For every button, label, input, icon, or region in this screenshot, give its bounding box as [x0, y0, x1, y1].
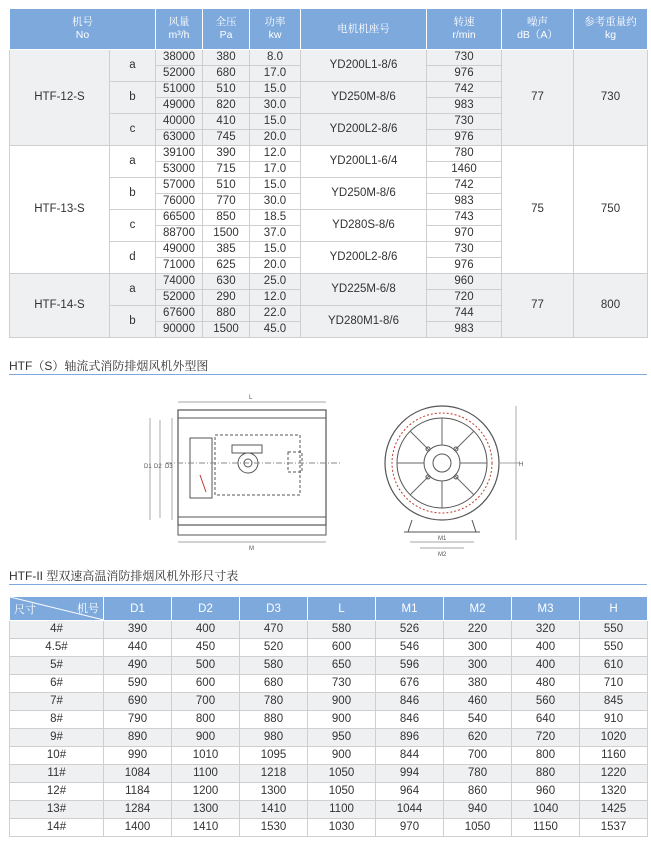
dim-value-cell: 550 — [580, 639, 648, 657]
dim-value-cell: 490 — [104, 657, 172, 675]
weight-cell: 750 — [574, 146, 648, 274]
dim-value-cell: 800 — [172, 711, 240, 729]
flow-cell: 49000 — [156, 242, 203, 258]
dim-value-cell: 846 — [376, 693, 444, 711]
dim-value-cell: 1150 — [512, 819, 580, 837]
flow-cell: 67600 — [156, 306, 203, 322]
pressure-cell: 510 — [203, 82, 250, 98]
motor-cell: YD200L1-8/6 — [301, 50, 427, 82]
group-htf-13 — [10, 146, 648, 274]
dim-value-cell: 860 — [444, 783, 512, 801]
noise-cell: 77 — [502, 274, 574, 338]
dim-value-cell: 1010 — [172, 747, 240, 765]
power-cell: 45.0 — [250, 322, 301, 338]
dim-value-cell: 790 — [104, 711, 172, 729]
dim-value-cell: 1530 — [240, 819, 308, 837]
dim-value-cell: 846 — [376, 711, 444, 729]
dim-value-cell: 590 — [104, 675, 172, 693]
dim-value-cell: 1410 — [240, 801, 308, 819]
dim-value-cell: 845 — [580, 693, 648, 711]
dim-value-cell: 400 — [512, 657, 580, 675]
dim-label-h: H — [519, 462, 524, 468]
power-cell: 20.0 — [250, 130, 301, 146]
pressure-cell: 380 — [203, 50, 250, 66]
flow-cell: 90000 — [156, 322, 203, 338]
dim-value-cell: 1044 — [376, 801, 444, 819]
dim-value-cell: 1220 — [580, 765, 648, 783]
model-no-cell: 14# — [10, 819, 104, 837]
speed-cell: 1460 — [427, 162, 502, 178]
pressure-cell: 715 — [203, 162, 250, 178]
dim-value-cell: 900 — [308, 747, 376, 765]
dim-value-cell: 580 — [308, 621, 376, 639]
model-no-cell: 4.5# — [10, 639, 104, 657]
pressure-cell: 880 — [203, 306, 250, 322]
dim-value-cell: 950 — [308, 729, 376, 747]
table-row — [10, 274, 648, 290]
dim-value-cell: 1425 — [580, 801, 648, 819]
dim-value-cell: 1300 — [240, 783, 308, 801]
pressure-cell: 625 — [203, 258, 250, 274]
dim-value-cell: 640 — [512, 711, 580, 729]
power-cell: 17.0 — [250, 66, 301, 82]
dim-value-cell: 1218 — [240, 765, 308, 783]
model-no-cell: 5# — [10, 657, 104, 675]
flow-cell: 51000 — [156, 82, 203, 98]
dim-value-cell: 400 — [512, 639, 580, 657]
motor-cell: YD200L1-6/4 — [301, 146, 427, 178]
dim-label-d1: D1 — [144, 464, 152, 470]
flow-cell: 40000 — [156, 114, 203, 130]
model-no-cell: 7# — [10, 693, 104, 711]
power-cell: 25.0 — [250, 274, 301, 290]
table-row — [10, 783, 648, 801]
model-no-cell: 11# — [10, 765, 104, 783]
motor-cell: YD225M-6/8 — [301, 274, 427, 306]
dim-value-cell: 300 — [444, 639, 512, 657]
speed-cell: 742 — [427, 82, 502, 98]
dim-value-cell: 900 — [308, 693, 376, 711]
variant-cell: a — [110, 274, 156, 306]
pressure-cell: 510 — [203, 178, 250, 194]
dim-label-m1: M1 — [438, 536, 447, 542]
header-speed: 转速 r/min — [427, 9, 502, 50]
pressure-cell: 1500 — [203, 226, 250, 242]
dim-value-cell: 1050 — [308, 765, 376, 783]
dim-value-cell: 1400 — [104, 819, 172, 837]
flow-cell: 71000 — [156, 258, 203, 274]
dim-value-cell: 480 — [512, 675, 580, 693]
model-cell: HTF-12-S — [10, 50, 110, 146]
dim-value-cell: 700 — [172, 693, 240, 711]
variant-cell: c — [110, 114, 156, 146]
dim-label-m2: M2 — [438, 552, 447, 558]
dim-value-cell: 1160 — [580, 747, 648, 765]
group-htf-14 — [10, 274, 648, 338]
speed-cell: 730 — [427, 50, 502, 66]
dim-value-cell: 960 — [512, 783, 580, 801]
dim-value-cell: 650 — [308, 657, 376, 675]
motor-cell: YD280S-8/6 — [301, 210, 427, 242]
dim-value-cell: 690 — [104, 693, 172, 711]
speed-cell: 976 — [427, 130, 502, 146]
dim-value-cell: 1410 — [172, 819, 240, 837]
dim-value-cell: 1095 — [240, 747, 308, 765]
header-flow: 风量 m³/h — [156, 9, 203, 50]
header-model: 机号 No — [10, 9, 156, 50]
power-cell: 15.0 — [250, 178, 301, 194]
table-row — [10, 657, 648, 675]
dim-value-cell: 320 — [512, 621, 580, 639]
dim-value-cell: 600 — [172, 675, 240, 693]
table-row — [10, 50, 648, 66]
dim-value-cell: 1040 — [512, 801, 580, 819]
speed-cell: 983 — [427, 322, 502, 338]
power-cell: 15.0 — [250, 82, 301, 98]
table-row — [10, 146, 648, 162]
dim-value-cell: 1100 — [308, 801, 376, 819]
motor-cell: YD200L2-8/6 — [301, 242, 427, 274]
dim-value-cell: 580 — [240, 657, 308, 675]
pressure-cell: 745 — [203, 130, 250, 146]
dim-value-cell: 526 — [376, 621, 444, 639]
dim-value-cell: 600 — [308, 639, 376, 657]
dim-value-cell: 1200 — [172, 783, 240, 801]
variant-cell: c — [110, 210, 156, 242]
dim-value-cell: 994 — [376, 765, 444, 783]
table-row — [10, 693, 648, 711]
model-no-cell: 8# — [10, 711, 104, 729]
power-cell: 8.0 — [250, 50, 301, 66]
col-header: M2 — [444, 597, 512, 621]
dim-value-cell: 380 — [444, 675, 512, 693]
flow-cell: 57000 — [156, 178, 203, 194]
dim-value-cell: 1320 — [580, 783, 648, 801]
pressure-cell: 410 — [203, 114, 250, 130]
col-header: D1 — [104, 597, 172, 621]
front-view — [385, 406, 520, 548]
dims-body — [10, 621, 648, 837]
col-header: D2 — [172, 597, 240, 621]
dim-value-cell: 1084 — [104, 765, 172, 783]
corner-label-size: 尺寸 — [14, 604, 36, 616]
flow-cell: 38000 — [156, 50, 203, 66]
flow-cell: 66500 — [156, 210, 203, 226]
model-no-cell: 9# — [10, 729, 104, 747]
table-row — [10, 819, 648, 837]
model-no-cell: 13# — [10, 801, 104, 819]
pressure-cell: 385 — [203, 242, 250, 258]
dim-value-cell: 800 — [512, 747, 580, 765]
dim-value-cell: 900 — [172, 729, 240, 747]
noise-cell: 75 — [502, 146, 574, 274]
weight-cell: 800 — [574, 274, 648, 338]
power-cell: 12.0 — [250, 290, 301, 306]
speed-cell: 743 — [427, 210, 502, 226]
col-header: D3 — [240, 597, 308, 621]
dim-value-cell: 540 — [444, 711, 512, 729]
corner-label-model: 机号 — [77, 603, 99, 615]
flow-cell: 53000 — [156, 162, 203, 178]
dim-value-cell: 596 — [376, 657, 444, 675]
dim-value-cell: 880 — [512, 765, 580, 783]
speed-cell: 960 — [427, 274, 502, 290]
table-row — [10, 639, 648, 657]
col-header: M1 — [376, 597, 444, 621]
dim-value-cell: 880 — [240, 711, 308, 729]
flow-cell: 49000 — [156, 98, 203, 114]
dim-value-cell: 400 — [172, 621, 240, 639]
speed-cell: 976 — [427, 66, 502, 82]
variant-cell: d — [110, 242, 156, 274]
variant-cell: b — [110, 306, 156, 338]
speed-cell: 730 — [427, 114, 502, 130]
dim-value-cell: 450 — [172, 639, 240, 657]
section-divider — [9, 584, 647, 585]
header-weight: 参考重量约 kg — [574, 9, 648, 50]
speed-cell: 983 — [427, 98, 502, 114]
speed-cell: 976 — [427, 258, 502, 274]
dimension-table — [9, 596, 648, 837]
power-cell: 18.5 — [250, 210, 301, 226]
side-view — [150, 402, 340, 542]
table-row — [10, 621, 648, 639]
flow-cell: 63000 — [156, 130, 203, 146]
dim-value-cell: 1184 — [104, 783, 172, 801]
fan-spec-table — [9, 8, 648, 338]
variant-cell: a — [110, 146, 156, 178]
table-row — [10, 747, 648, 765]
flow-cell: 74000 — [156, 274, 203, 290]
flow-cell: 88700 — [156, 226, 203, 242]
col-header: M3 — [512, 597, 580, 621]
model-no-cell: 10# — [10, 747, 104, 765]
dim-value-cell: 550 — [580, 621, 648, 639]
speed-cell: 970 — [427, 226, 502, 242]
dim-value-cell: 780 — [444, 765, 512, 783]
dim-value-cell: 1050 — [308, 783, 376, 801]
dim-value-cell: 900 — [308, 711, 376, 729]
variant-cell: b — [110, 178, 156, 210]
spec-header-row — [10, 9, 648, 50]
header-power: 功率 kw — [250, 9, 301, 50]
table-row — [10, 765, 648, 783]
speed-cell: 720 — [427, 290, 502, 306]
pressure-cell: 630 — [203, 274, 250, 290]
model-cell: HTF-14-S — [10, 274, 110, 338]
dim-value-cell: 780 — [240, 693, 308, 711]
dim-value-cell: 500 — [172, 657, 240, 675]
dim-value-cell: 460 — [444, 693, 512, 711]
speed-cell: 780 — [427, 146, 502, 162]
header-noise: 噪声 dB（A） — [502, 9, 574, 50]
power-cell: 15.0 — [250, 114, 301, 130]
dim-value-cell: 720 — [512, 729, 580, 747]
flow-cell: 52000 — [156, 290, 203, 306]
dim-value-cell: 1284 — [104, 801, 172, 819]
power-cell: 12.0 — [250, 146, 301, 162]
dim-value-cell: 520 — [240, 639, 308, 657]
weight-cell: 730 — [574, 50, 648, 146]
table-row — [10, 675, 648, 693]
pressure-cell: 680 — [203, 66, 250, 82]
power-cell: 17.0 — [250, 162, 301, 178]
dim-value-cell: 990 — [104, 747, 172, 765]
dim-value-cell: 1020 — [580, 729, 648, 747]
dim-value-cell: 546 — [376, 639, 444, 657]
dim-value-cell: 680 — [240, 675, 308, 693]
corner-header — [10, 597, 104, 621]
dim-value-cell: 220 — [444, 621, 512, 639]
flow-cell: 39100 — [156, 146, 203, 162]
dim-value-cell: 980 — [240, 729, 308, 747]
power-cell: 30.0 — [250, 98, 301, 114]
dim-value-cell: 1050 — [444, 819, 512, 837]
dims-header-row — [10, 597, 648, 621]
section-divider — [9, 374, 647, 375]
col-header: H — [580, 597, 648, 621]
header-motor: 电机机座号 — [301, 9, 427, 50]
dim-value-cell: 470 — [240, 621, 308, 639]
dim-value-cell: 610 — [580, 657, 648, 675]
pressure-cell: 770 — [203, 194, 250, 210]
pressure-cell: 390 — [203, 146, 250, 162]
dim-value-cell: 676 — [376, 675, 444, 693]
header-pressure: 全压 Pa — [203, 9, 250, 50]
dim-value-cell: 300 — [444, 657, 512, 675]
dim-value-cell: 730 — [308, 675, 376, 693]
col-header: L — [308, 597, 376, 621]
dim-value-cell: 970 — [376, 819, 444, 837]
drawing-section-title: HTF（S）轴流式消防排烟风机外型图 — [9, 359, 209, 373]
dims-section-title: HTF-II 型双速高温消防排烟风机外形尺寸表 — [9, 569, 239, 583]
dim-value-cell: 710 — [580, 675, 648, 693]
motor-cell: YD250M-8/6 — [301, 178, 427, 210]
dim-value-cell: 700 — [444, 747, 512, 765]
dim-value-cell: 1537 — [580, 819, 648, 837]
dim-value-cell: 964 — [376, 783, 444, 801]
flow-cell: 76000 — [156, 194, 203, 210]
speed-cell: 744 — [427, 306, 502, 322]
dim-value-cell: 896 — [376, 729, 444, 747]
speed-cell: 983 — [427, 194, 502, 210]
table-row — [10, 801, 648, 819]
model-no-cell: 6# — [10, 675, 104, 693]
model-cell: HTF-13-S — [10, 146, 110, 274]
power-cell: 37.0 — [250, 226, 301, 242]
dim-label-d3: D3 — [165, 464, 173, 470]
pressure-cell: 290 — [203, 290, 250, 306]
dim-value-cell: 560 — [512, 693, 580, 711]
variant-cell: a — [110, 50, 156, 82]
motor-cell: YD280M1-8/6 — [301, 306, 427, 338]
dim-label-d2: D2 — [154, 464, 162, 470]
speed-cell: 742 — [427, 178, 502, 194]
noise-cell: 77 — [502, 50, 574, 146]
dim-value-cell: 440 — [104, 639, 172, 657]
pressure-cell: 850 — [203, 210, 250, 226]
dim-value-cell: 1300 — [172, 801, 240, 819]
fan-outline-drawing — [0, 380, 651, 560]
motor-cell: YD200L2-8/6 — [301, 114, 427, 146]
motor-cell: YD250M-8/6 — [301, 82, 427, 114]
speed-cell: 730 — [427, 242, 502, 258]
pressure-cell: 820 — [203, 98, 250, 114]
power-cell: 15.0 — [250, 242, 301, 258]
power-cell: 22.0 — [250, 306, 301, 322]
dim-value-cell: 1100 — [172, 765, 240, 783]
model-no-cell: 4# — [10, 621, 104, 639]
dim-value-cell: 910 — [580, 711, 648, 729]
dim-value-cell: 1030 — [308, 819, 376, 837]
variant-cell: b — [110, 82, 156, 114]
dim-value-cell: 890 — [104, 729, 172, 747]
pressure-cell: 1500 — [203, 322, 250, 338]
dim-label-l: L — [249, 395, 253, 401]
table-row — [10, 711, 648, 729]
dim-value-cell: 940 — [444, 801, 512, 819]
model-no-cell: 12# — [10, 783, 104, 801]
dim-value-cell: 390 — [104, 621, 172, 639]
dim-label-m: M — [249, 546, 254, 552]
table-row — [10, 729, 648, 747]
power-cell: 30.0 — [250, 194, 301, 210]
flow-cell: 52000 — [156, 66, 203, 82]
group-htf-12 — [10, 50, 648, 146]
power-cell: 20.0 — [250, 258, 301, 274]
dim-value-cell: 844 — [376, 747, 444, 765]
dim-value-cell: 620 — [444, 729, 512, 747]
